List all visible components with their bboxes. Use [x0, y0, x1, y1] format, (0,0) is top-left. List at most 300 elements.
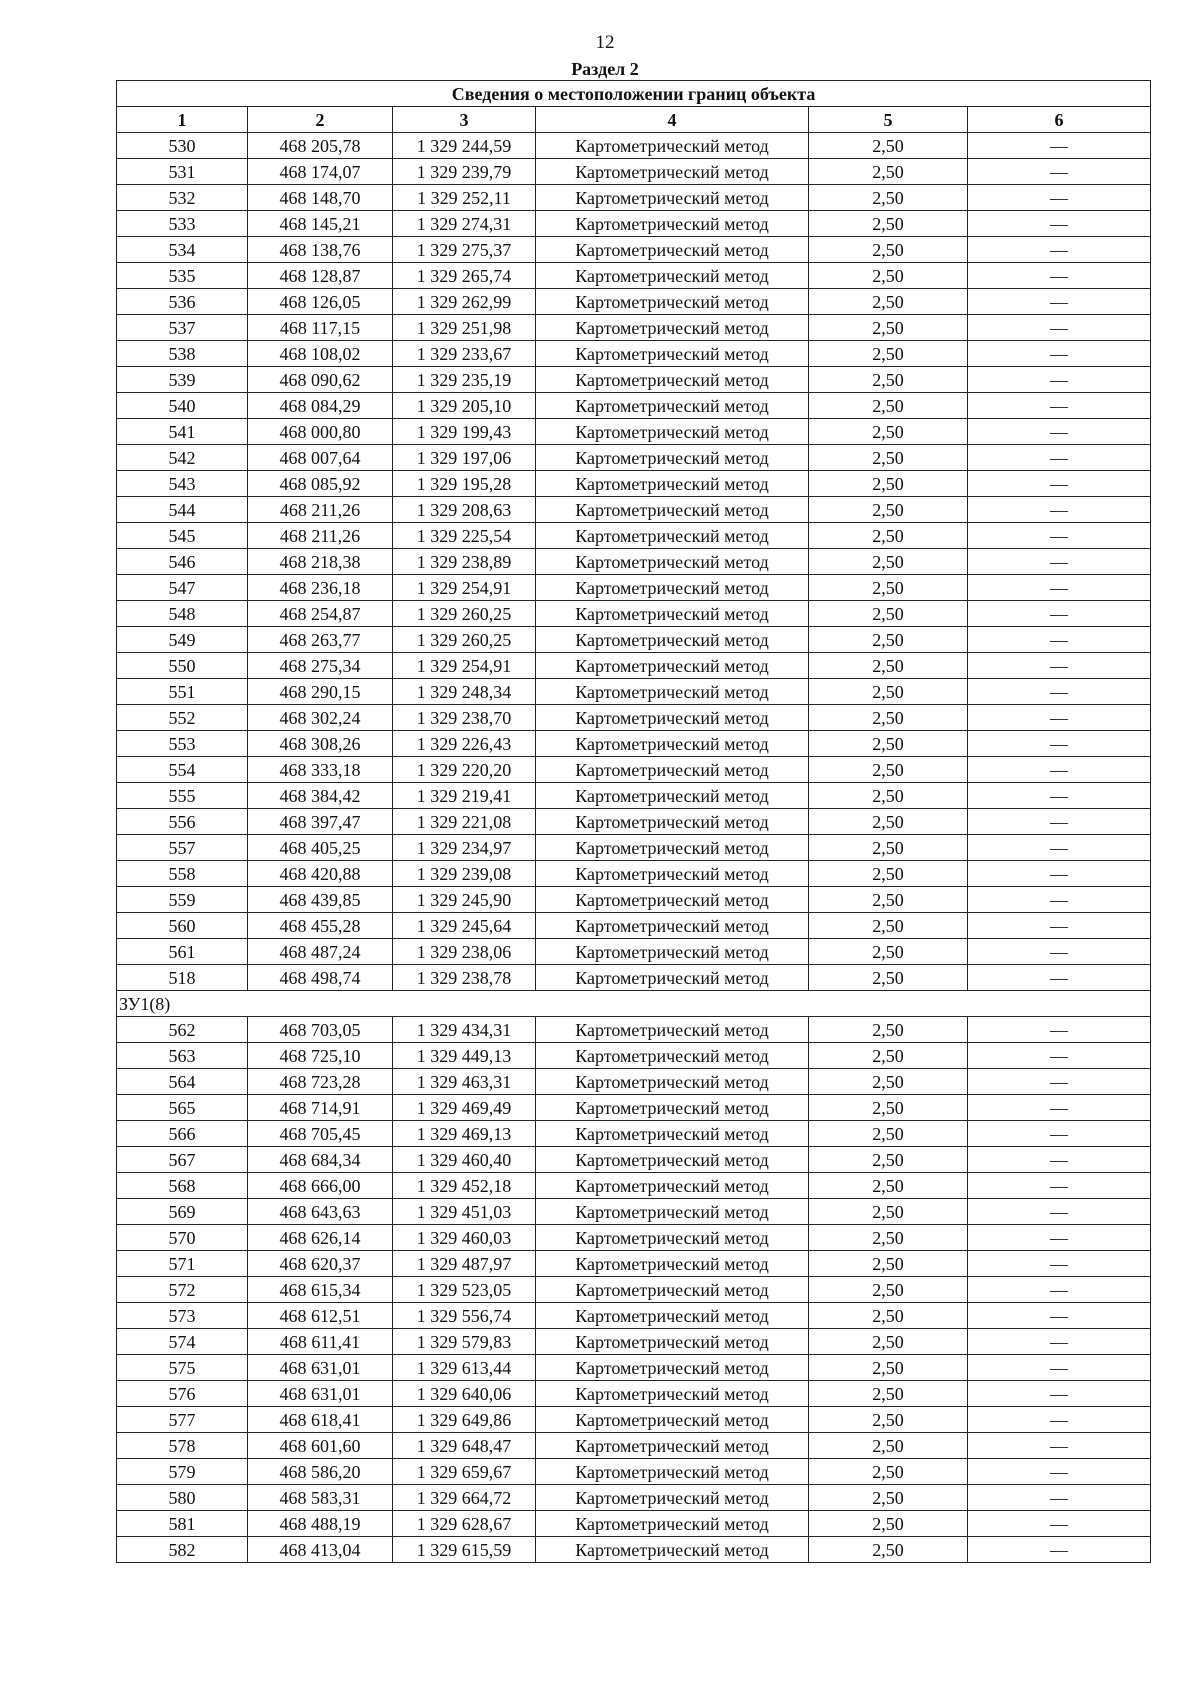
- table-cell: 2,50: [809, 783, 968, 809]
- table-cell: 2,50: [809, 1069, 968, 1095]
- table-cell: 537: [117, 315, 248, 341]
- table-cell: 468 612,51: [248, 1303, 393, 1329]
- table-cell: —: [968, 809, 1151, 835]
- table-row: [117, 497, 1151, 523]
- table-cell: Картометрический метод: [536, 653, 809, 679]
- table-cell: 562: [117, 1017, 248, 1043]
- table-cell: 468 290,15: [248, 679, 393, 705]
- table-cell: 2,50: [809, 1095, 968, 1121]
- table-cell: 578: [117, 1433, 248, 1459]
- table-cell: —: [968, 237, 1151, 263]
- table-cell: 468 611,41: [248, 1329, 393, 1355]
- table-cell: 533: [117, 211, 248, 237]
- table-cell: Картометрический метод: [536, 549, 809, 575]
- table-header: [117, 81, 1151, 133]
- table-cell: 2,50: [809, 1225, 968, 1251]
- table-cell: 468 384,42: [248, 783, 393, 809]
- table-cell: 1 329 197,06: [393, 445, 536, 471]
- table-cell: 543: [117, 471, 248, 497]
- table-cell: 2,50: [809, 523, 968, 549]
- table-cell: —: [968, 1017, 1151, 1043]
- table-cell: 1 329 451,03: [393, 1199, 536, 1225]
- table-cell: 2,50: [809, 1355, 968, 1381]
- table-body: [117, 133, 1151, 1563]
- table-cell: Картометрический метод: [536, 133, 809, 159]
- table-cell: —: [968, 185, 1151, 211]
- table-cell: Картометрический метод: [536, 1173, 809, 1199]
- table-cell: 545: [117, 523, 248, 549]
- table-cell: —: [968, 289, 1151, 315]
- table-cell: Картометрический метод: [536, 835, 809, 861]
- column-header: 1: [117, 107, 248, 133]
- table-cell: 2,50: [809, 549, 968, 575]
- table-cell: —: [968, 1537, 1151, 1563]
- table-cell: 468 488,19: [248, 1511, 393, 1537]
- table-cell: Картометрический метод: [536, 1381, 809, 1407]
- table-cell: 2,50: [809, 887, 968, 913]
- table-cell: 541: [117, 419, 248, 445]
- table-row: [117, 1173, 1151, 1199]
- table-cell: 1 329 628,67: [393, 1511, 536, 1537]
- table-cell: —: [968, 627, 1151, 653]
- table-row: [117, 237, 1151, 263]
- table-row: [117, 367, 1151, 393]
- table-cell: 549: [117, 627, 248, 653]
- table-cell: 468 631,01: [248, 1381, 393, 1407]
- table-cell: 468 631,01: [248, 1355, 393, 1381]
- group-row: [117, 991, 1151, 1017]
- table-cell: Картометрический метод: [536, 419, 809, 445]
- table-cell: —: [968, 731, 1151, 757]
- table-row: [117, 1017, 1151, 1043]
- table-cell: 1 329 460,03: [393, 1225, 536, 1251]
- table-row: [117, 939, 1151, 965]
- table-cell: 1 329 235,19: [393, 367, 536, 393]
- table-cell: —: [968, 1069, 1151, 1095]
- table-row: [117, 445, 1151, 471]
- table-row: [117, 1303, 1151, 1329]
- table-cell: 544: [117, 497, 248, 523]
- table-cell: 468 263,77: [248, 627, 393, 653]
- table-cell: —: [968, 1121, 1151, 1147]
- table-cell: 1 329 233,67: [393, 341, 536, 367]
- table-cell: 2,50: [809, 1147, 968, 1173]
- table-cell: 1 329 664,72: [393, 1485, 536, 1511]
- table-cell: Картометрический метод: [536, 627, 809, 653]
- table-cell: 1 329 219,41: [393, 783, 536, 809]
- table-row: [117, 1485, 1151, 1511]
- table-cell: —: [968, 1277, 1151, 1303]
- table-cell: 2,50: [809, 1251, 968, 1277]
- table-row: [117, 1407, 1151, 1433]
- table-cell: Картометрический метод: [536, 523, 809, 549]
- table-cell: 2,50: [809, 211, 968, 237]
- table-cell: 577: [117, 1407, 248, 1433]
- table-cell: Картометрический метод: [536, 1225, 809, 1251]
- table-cell: 468 138,76: [248, 237, 393, 263]
- table-cell: 468 643,63: [248, 1199, 393, 1225]
- table-cell: 1 329 469,13: [393, 1121, 536, 1147]
- table-cell: 2,50: [809, 133, 968, 159]
- table-cell: 532: [117, 185, 248, 211]
- table-cell: —: [968, 1433, 1151, 1459]
- table-cell: 530: [117, 133, 248, 159]
- table-cell: 468 333,18: [248, 757, 393, 783]
- table-row: [117, 757, 1151, 783]
- table-cell: 2,50: [809, 1303, 968, 1329]
- table-cell: 1 329 225,54: [393, 523, 536, 549]
- table-cell: Картометрический метод: [536, 965, 809, 991]
- table-cell: —: [968, 1225, 1151, 1251]
- table-cell: —: [968, 523, 1151, 549]
- table-row: [117, 1511, 1151, 1537]
- table-cell: 468 085,92: [248, 471, 393, 497]
- table-cell: 571: [117, 1251, 248, 1277]
- table-cell: Картометрический метод: [536, 1251, 809, 1277]
- table-cell: 1 329 275,37: [393, 237, 536, 263]
- table-cell: 566: [117, 1121, 248, 1147]
- table-cell: 580: [117, 1485, 248, 1511]
- table-cell: 565: [117, 1095, 248, 1121]
- table-cell: 2,50: [809, 1433, 968, 1459]
- table-cell: 556: [117, 809, 248, 835]
- table-cell: 2,50: [809, 1407, 968, 1433]
- table-cell: 1 329 265,74: [393, 263, 536, 289]
- table-cell: 1 329 649,86: [393, 1407, 536, 1433]
- table-cell: Картометрический метод: [536, 575, 809, 601]
- table-cell: 468 705,45: [248, 1121, 393, 1147]
- table-row: [117, 809, 1151, 835]
- table-row: [117, 601, 1151, 627]
- table-cell: —: [968, 913, 1151, 939]
- table-cell: 574: [117, 1329, 248, 1355]
- page-number: 12: [595, 32, 615, 53]
- table-cell: —: [968, 211, 1151, 237]
- table-row: [117, 1381, 1151, 1407]
- table-cell: 468 714,91: [248, 1095, 393, 1121]
- table-cell: 468 583,31: [248, 1485, 393, 1511]
- table-cell: 2,50: [809, 159, 968, 185]
- table-cell: —: [968, 757, 1151, 783]
- table-cell: —: [968, 133, 1151, 159]
- table-cell: 2,50: [809, 913, 968, 939]
- table-cell: —: [968, 315, 1151, 341]
- table-cell: 555: [117, 783, 248, 809]
- table-cell: 559: [117, 887, 248, 913]
- table-cell: 557: [117, 835, 248, 861]
- table-cell: —: [968, 1329, 1151, 1355]
- table-cell: 548: [117, 601, 248, 627]
- table-cell: 468 439,85: [248, 887, 393, 913]
- table-cell: —: [968, 445, 1151, 471]
- table-cell: 575: [117, 1355, 248, 1381]
- table-row: [117, 289, 1151, 315]
- table-cell: Картометрический метод: [536, 939, 809, 965]
- table-cell: 1 329 648,47: [393, 1433, 536, 1459]
- table-cell: —: [968, 1381, 1151, 1407]
- table-cell: 573: [117, 1303, 248, 1329]
- table-cell: 468 615,34: [248, 1277, 393, 1303]
- table-row: [117, 1459, 1151, 1485]
- table-cell: Картометрический метод: [536, 887, 809, 913]
- table-cell: 2,50: [809, 445, 968, 471]
- table-cell: 468 108,02: [248, 341, 393, 367]
- table-cell: 1 329 244,59: [393, 133, 536, 159]
- table-cell: —: [968, 1095, 1151, 1121]
- table-cell: 560: [117, 913, 248, 939]
- table-cell: Картометрический метод: [536, 1277, 809, 1303]
- table-cell: —: [968, 1355, 1151, 1381]
- table-cell: Картометрический метод: [536, 1407, 809, 1433]
- table-cell: 1 329 615,59: [393, 1537, 536, 1563]
- table-cell: Картометрический метод: [536, 497, 809, 523]
- table-cell: 468 620,37: [248, 1251, 393, 1277]
- table-cell: 468 275,34: [248, 653, 393, 679]
- table-cell: 468 420,88: [248, 861, 393, 887]
- column-header: 6: [968, 107, 1151, 133]
- table-cell: —: [968, 341, 1151, 367]
- table-cell: 1 329 254,91: [393, 653, 536, 679]
- table-row: [117, 679, 1151, 705]
- table-cell: Картометрический метод: [536, 1095, 809, 1121]
- table-row: [117, 965, 1151, 991]
- table-cell: 1 329 659,67: [393, 1459, 536, 1485]
- table-cell: Картометрический метод: [536, 237, 809, 263]
- boundary-table: [116, 80, 1151, 1563]
- table-cell: —: [968, 783, 1151, 809]
- table-cell: 468 218,38: [248, 549, 393, 575]
- table-cell: 568: [117, 1173, 248, 1199]
- table-cell: 2,50: [809, 393, 968, 419]
- table-row: [117, 1251, 1151, 1277]
- table-cell: 546: [117, 549, 248, 575]
- table-row: [117, 263, 1151, 289]
- table-cell: —: [968, 1147, 1151, 1173]
- table-cell: Картометрический метод: [536, 471, 809, 497]
- table-cell: 1 329 234,97: [393, 835, 536, 861]
- table-cell: Картометрический метод: [536, 367, 809, 393]
- table-cell: 468 487,24: [248, 939, 393, 965]
- table-cell: 468 498,74: [248, 965, 393, 991]
- table-cell: 468 302,24: [248, 705, 393, 731]
- table-row: [117, 471, 1151, 497]
- table-cell: —: [968, 1459, 1151, 1485]
- table-cell: Картометрический метод: [536, 601, 809, 627]
- table-cell: Картометрический метод: [536, 159, 809, 185]
- table-cell: 2,50: [809, 1537, 968, 1563]
- table-cell: 468 174,07: [248, 159, 393, 185]
- table-cell: 1 329 434,31: [393, 1017, 536, 1043]
- table-cell: 468 205,78: [248, 133, 393, 159]
- table-cell: 576: [117, 1381, 248, 1407]
- table-cell: 2,50: [809, 939, 968, 965]
- table-cell: Картометрический метод: [536, 1537, 809, 1563]
- table-cell: Картометрический метод: [536, 1355, 809, 1381]
- column-header-row: [117, 107, 1151, 133]
- table-cell: 536: [117, 289, 248, 315]
- table-cell: 567: [117, 1147, 248, 1173]
- table-cell: Картометрический метод: [536, 1199, 809, 1225]
- table-cell: 2,50: [809, 263, 968, 289]
- table-row: [117, 575, 1151, 601]
- table-cell: 1 329 221,08: [393, 809, 536, 835]
- table-cell: 2,50: [809, 705, 968, 731]
- table-cell: 2,50: [809, 835, 968, 861]
- table-cell: 1 329 251,98: [393, 315, 536, 341]
- table-cell: Картометрический метод: [536, 1147, 809, 1173]
- table-cell: 581: [117, 1511, 248, 1537]
- table-cell: 2,50: [809, 965, 968, 991]
- table-cell: 1 329 199,43: [393, 419, 536, 445]
- table-cell: 468 145,21: [248, 211, 393, 237]
- table-cell: 468 586,20: [248, 1459, 393, 1485]
- table-cell: 572: [117, 1277, 248, 1303]
- table-cell: 540: [117, 393, 248, 419]
- table-cell: —: [968, 159, 1151, 185]
- table-cell: —: [968, 419, 1151, 445]
- table-cell: 535: [117, 263, 248, 289]
- table-cell: 2,50: [809, 1017, 968, 1043]
- table-cell: 468 666,00: [248, 1173, 393, 1199]
- table-cell: 534: [117, 237, 248, 263]
- table-cell: 2,50: [809, 1381, 968, 1407]
- table-cell: —: [968, 497, 1151, 523]
- table-cell: 550: [117, 653, 248, 679]
- table-cell: 2,50: [809, 1459, 968, 1485]
- table-cell: Картометрический метод: [536, 211, 809, 237]
- table-cell: 468 684,34: [248, 1147, 393, 1173]
- table-cell: Картометрический метод: [536, 1069, 809, 1095]
- table-cell: 468 626,14: [248, 1225, 393, 1251]
- table-cell: 579: [117, 1459, 248, 1485]
- column-header: 5: [809, 107, 968, 133]
- table-cell: 1 329 239,08: [393, 861, 536, 887]
- table-cell: —: [968, 1199, 1151, 1225]
- table-cell: 539: [117, 367, 248, 393]
- table-cell: 582: [117, 1537, 248, 1563]
- table-cell: —: [968, 1303, 1151, 1329]
- table-cell: 570: [117, 1225, 248, 1251]
- column-header: 2: [248, 107, 393, 133]
- table-row: [117, 1537, 1151, 1563]
- table-cell: —: [968, 861, 1151, 887]
- table-cell: 2,50: [809, 1173, 968, 1199]
- table-cell: Картометрический метод: [536, 1043, 809, 1069]
- table-cell: 1 329 274,31: [393, 211, 536, 237]
- table-cell: —: [968, 367, 1151, 393]
- table-cell: Картометрический метод: [536, 809, 809, 835]
- table-cell: —: [968, 1485, 1151, 1511]
- group-label: ЗУ1(8): [117, 991, 1151, 1017]
- table-cell: 553: [117, 731, 248, 757]
- table-cell: 2,50: [809, 1277, 968, 1303]
- table-cell: Картометрический метод: [536, 263, 809, 289]
- table-cell: 1 329 487,97: [393, 1251, 536, 1277]
- table-cell: —: [968, 1511, 1151, 1537]
- table-cell: Картометрический метод: [536, 393, 809, 419]
- table-cell: 1 329 238,89: [393, 549, 536, 575]
- table-cell: 1 329 260,25: [393, 627, 536, 653]
- table-cell: —: [968, 393, 1151, 419]
- table-cell: —: [968, 1043, 1151, 1069]
- table-cell: 468 725,10: [248, 1043, 393, 1069]
- table-cell: 1 329 640,06: [393, 1381, 536, 1407]
- table-cell: 1 329 523,05: [393, 1277, 536, 1303]
- table-cell: 2,50: [809, 809, 968, 835]
- table-cell: Картометрический метод: [536, 783, 809, 809]
- table-row: [117, 133, 1151, 159]
- table-row: [117, 1147, 1151, 1173]
- table-cell: 468 117,15: [248, 315, 393, 341]
- table-cell: 468 211,26: [248, 523, 393, 549]
- table-row: [117, 1329, 1151, 1355]
- table-cell: 542: [117, 445, 248, 471]
- table-cell: —: [968, 679, 1151, 705]
- table-cell: Картометрический метод: [536, 289, 809, 315]
- table-cell: 2,50: [809, 237, 968, 263]
- table-cell: 2,50: [809, 1199, 968, 1225]
- table-cell: 554: [117, 757, 248, 783]
- table-cell: 1 329 239,79: [393, 159, 536, 185]
- table-row: [117, 705, 1151, 731]
- section-title: Раздел 2: [571, 59, 639, 79]
- table-cell: —: [968, 1251, 1151, 1277]
- table-cell: 468 000,80: [248, 419, 393, 445]
- table-cell: 1 329 452,18: [393, 1173, 536, 1199]
- table-cell: 531: [117, 159, 248, 185]
- table-cell: 1 329 195,28: [393, 471, 536, 497]
- table-cell: 561: [117, 939, 248, 965]
- table-cell: 564: [117, 1069, 248, 1095]
- table-cell: 2,50: [809, 1329, 968, 1355]
- table-cell: Картометрический метод: [536, 731, 809, 757]
- table-cell: 551: [117, 679, 248, 705]
- table-cell: —: [968, 471, 1151, 497]
- table-cell: Картометрический метод: [536, 705, 809, 731]
- table-cell: 1 329 463,31: [393, 1069, 536, 1095]
- table-cell: —: [968, 549, 1151, 575]
- table-cell: 468 236,18: [248, 575, 393, 601]
- table-cell: Картометрический метод: [536, 757, 809, 783]
- table-cell: 558: [117, 861, 248, 887]
- table-cell: 1 329 238,06: [393, 939, 536, 965]
- table-cell: Картометрический метод: [536, 315, 809, 341]
- table-cell: 468 308,26: [248, 731, 393, 757]
- table-caption: Сведения о местоположении границ объекта: [117, 81, 1151, 107]
- table-cell: 1 329 208,63: [393, 497, 536, 523]
- table-cell: 1 329 262,99: [393, 289, 536, 315]
- table-cell: 468 211,26: [248, 497, 393, 523]
- table-cell: Картометрический метод: [536, 913, 809, 939]
- table-cell: 2,50: [809, 497, 968, 523]
- table-cell: Картометрический метод: [536, 341, 809, 367]
- table-cell: 2,50: [809, 731, 968, 757]
- table-cell: 468 148,70: [248, 185, 393, 211]
- table-cell: 468 126,05: [248, 289, 393, 315]
- table-row: [117, 627, 1151, 653]
- table-cell: 1 329 245,64: [393, 913, 536, 939]
- table-cell: 1 329 449,13: [393, 1043, 536, 1069]
- table-cell: 1 329 245,90: [393, 887, 536, 913]
- table-row: [117, 835, 1151, 861]
- table-cell: 1 329 469,49: [393, 1095, 536, 1121]
- table-cell: 2,50: [809, 367, 968, 393]
- table-cell: —: [968, 887, 1151, 913]
- column-header: 4: [536, 107, 809, 133]
- table-row: [117, 1355, 1151, 1381]
- table-cell: 1 329 252,11: [393, 185, 536, 211]
- table-cell: 2,50: [809, 185, 968, 211]
